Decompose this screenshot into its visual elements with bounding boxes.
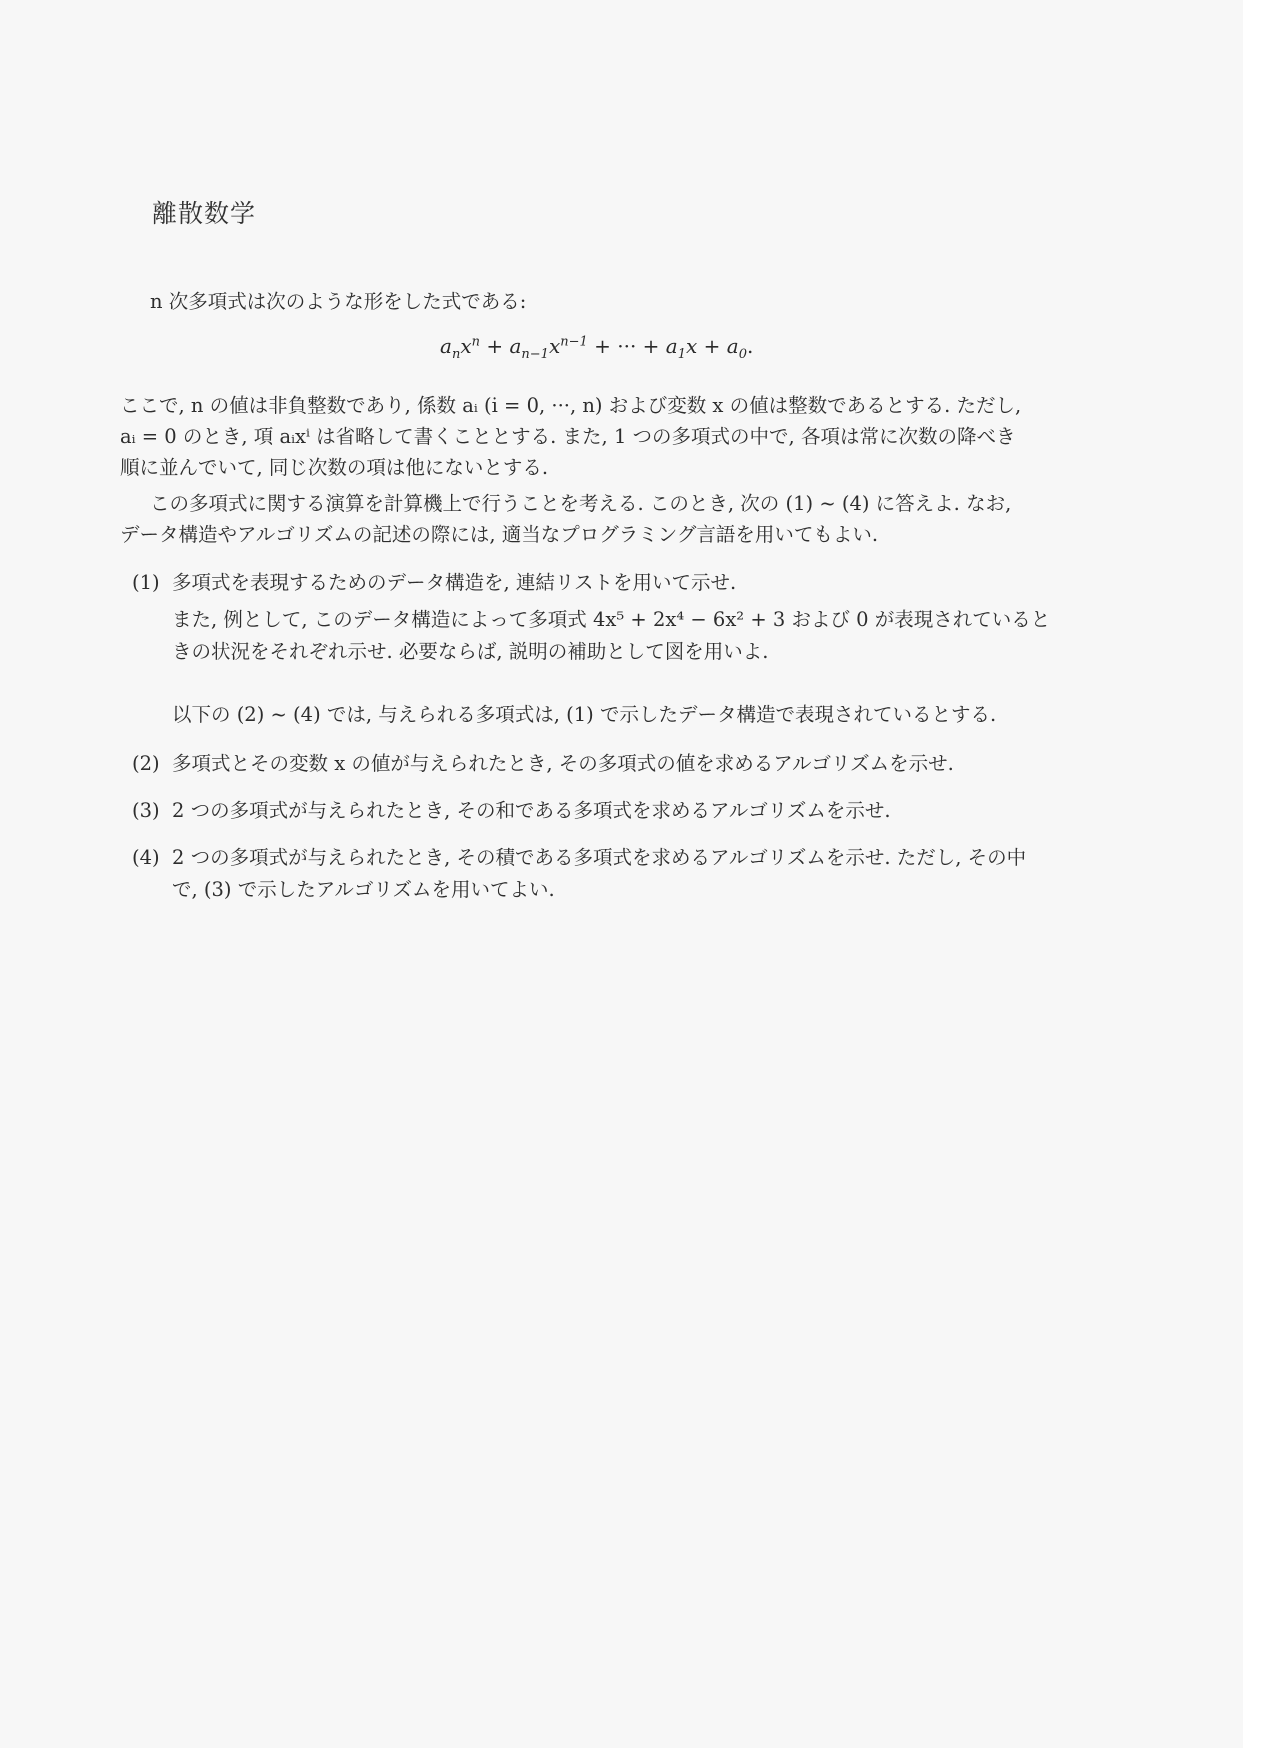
para2-line2: データ構造やアルゴリズムの記述の際には, 適当なプログラミング言語を用いてもよい. <box>120 523 879 546</box>
intro-text: n 次多項式は次のような形をした式である: <box>150 290 527 313</box>
note-text: 以下の (2) ~ (4) では, 与えられる多項式は, (1) で示したデータ構造で表現されているとする. <box>172 703 997 726</box>
q3-number: (3) <box>132 799 160 822</box>
eq-plus-1: + <box>479 334 510 358</box>
q1-number: (1) <box>132 571 160 594</box>
para1-line3: 順に並んでいて, 同じ次数の項は他にないとする. <box>120 456 549 479</box>
q4-line2: で, (3) で示したアルゴリズムを用いてよい. <box>172 878 555 901</box>
eq-term-an1: $a_{n-1}x^{n-1}$ <box>509 334 588 362</box>
para2-line1: この多項式に関する演算を計算機上で行うことを考える. このとき, 次の (1) ~ (4) に答えよ. なお, <box>150 492 1012 515</box>
q2-text: 多項式とその変数 x の値が与えられたとき, その多項式の値を求めるアルゴリズムを示せ. <box>172 752 954 775</box>
question-4 <box>132 842 1026 870</box>
eq-term-a0: $a_0$ <box>726 334 747 362</box>
page-title: 離散数学 <box>152 199 257 228</box>
question-3 <box>132 795 891 823</box>
para1-line1: ここで, n の値は非負整数であり, 係数 aᵢ (i = 0, ···, n) および変数 x の値は整数であるとする. ただし, <box>120 394 1022 417</box>
eq-term-an: $a_nx^n$ <box>440 334 480 362</box>
eq-plus-2: + ··· + <box>587 334 666 358</box>
question-1 <box>132 567 736 595</box>
q3-text: 2 つの多項式が与えられたとき, その和である多項式を求めるアルゴリズムを示せ. <box>172 799 891 822</box>
q4-number: (4) <box>132 846 160 869</box>
eq-plus-3: + <box>697 334 727 358</box>
polynomial-equation <box>440 334 753 362</box>
q1-text: 多項式を表現するためのデータ構造を, 連結リストを用いて示せ. <box>172 571 737 594</box>
q1-line2: また, 例として, このデータ構造によって多項式 4x⁵ + 2x⁴ − 6x² + 3 および 0 が表現されていると <box>172 608 1051 631</box>
q4-text: 2 つの多項式が与えられたとき, その積である多項式を求めるアルゴリズムを示せ. ただし, その中 <box>172 846 1027 869</box>
eq-end: . <box>747 334 754 358</box>
q2-number: (2) <box>132 752 160 775</box>
question-2 <box>132 748 954 776</box>
eq-term-a1: $a_1x$ <box>665 334 698 362</box>
para1-line2: aᵢ = 0 のとき, 項 aᵢxⁱ は省略して書くこととする. また, 1 つの多項式の中で, 各項は常に次数の降べき <box>120 425 1016 448</box>
q1-line3: きの状況をそれぞれ示せ. 必要ならば, 説明の補助として図を用いよ. <box>172 640 769 663</box>
